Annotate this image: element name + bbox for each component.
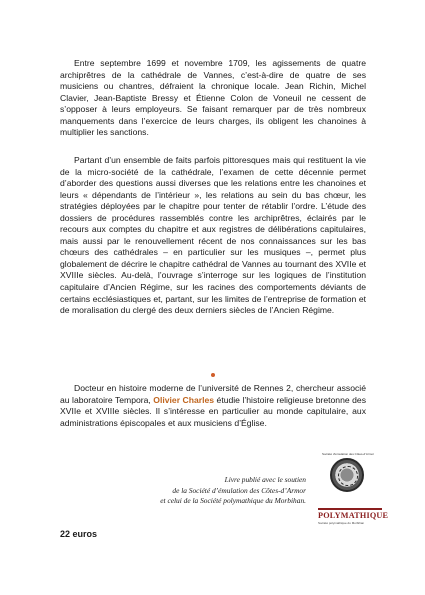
credits-line-3: et celui de la Société polymathique du Morbihan. (160, 496, 306, 506)
author-bio-rest: étudie l’histoire religieuse bretonne des XVIIe et XVIIIe siècles. Il s’intéresse en particulier au monde capitulaire, aux administrations épiscopales et aux musiciens d’Église. (60, 394, 366, 428)
summary-paragraph-1: Entre septembre 1699 et novembre 1709, les agissements de quatre archiprêtres de la cathédrale de Vannes, c’est-à-dire de quatre de ses musiciens ou chantres, défraient la chronique locale. Jean Richin, Michel Clavier, Jean-Baptiste Bressy et Étienne Colon de Voneuil ne cessent de s’opposer à leurs employeurs. Se faisant remarquer par de très nombreux manquements dans l’exercice de leurs charges, ils obligent les chanoines à multiplier les sanctions. (60, 58, 366, 138)
logo-rule (318, 508, 382, 510)
polymathique-logo-subtitle: Société polymathique du Morbihan (318, 521, 365, 525)
author-bio-intro: Docteur en histoire moderne de l’université de Rennes 2, chercheur associé au laboratoire Tempora, (60, 383, 366, 405)
summary-paragraph-2: Partant d’un ensemble de faits parfois pittoresques mais qui restituent la vie de la micro-société de la cathédrale, l’examen de cette décennie permet d’aborder des questions aussi diverses que les relations entre les chanoines et leurs « dépendants de l’intérieur », les relations au sein du bas chœur, les stratégies déployées par le chapitre pour tenter de rétablir l’ordre. L’étude des dossiers de procédures rassemblés contre les archiprêtres, éclairés par le recours aux comptes du chapitre et aux registres de délibérations capitulaires, mais aussi par le renouvellement récent de nos connaissances sur les bas chœurs des cathédrales – en particulier sur les musiques –, permet plus globalement de décrire le chapitre cathédral de Vannes au tournant des XVIIe et XVIIIe siècles. Au-delà, l’ouvrage s’interroge sur les logiques de l’institution capitulaire d’Ancien Régime, sur les racines des comportements déviants de certains ecclésiastiques et, partant, sur les limites de l’entreprise de formation et de moralisation du clergé des deux derniers siècles de l’Ancien Régime. (60, 155, 366, 316)
polymathique-society-logo (318, 508, 389, 525)
seal-emblem-icon (330, 458, 364, 492)
emulation-logo-caption: Société d’émulation des Côtes-d’Armor (322, 452, 375, 456)
price-label: 22 euros (60, 529, 98, 539)
polymathique-logo-name: POLYMATHIQUE (318, 511, 389, 520)
author-bio-paragraph (60, 383, 366, 429)
credits-line-1: Livre publié avec le soutien (224, 475, 306, 484)
separator-dot-icon (211, 373, 215, 377)
emulation-society-logo (322, 452, 375, 492)
publication-credits (120, 475, 306, 507)
credits-line-2: de la Société d’émulation des Côtes-d’Armor (172, 485, 306, 495)
author-name: Olivier Charles (153, 394, 215, 405)
